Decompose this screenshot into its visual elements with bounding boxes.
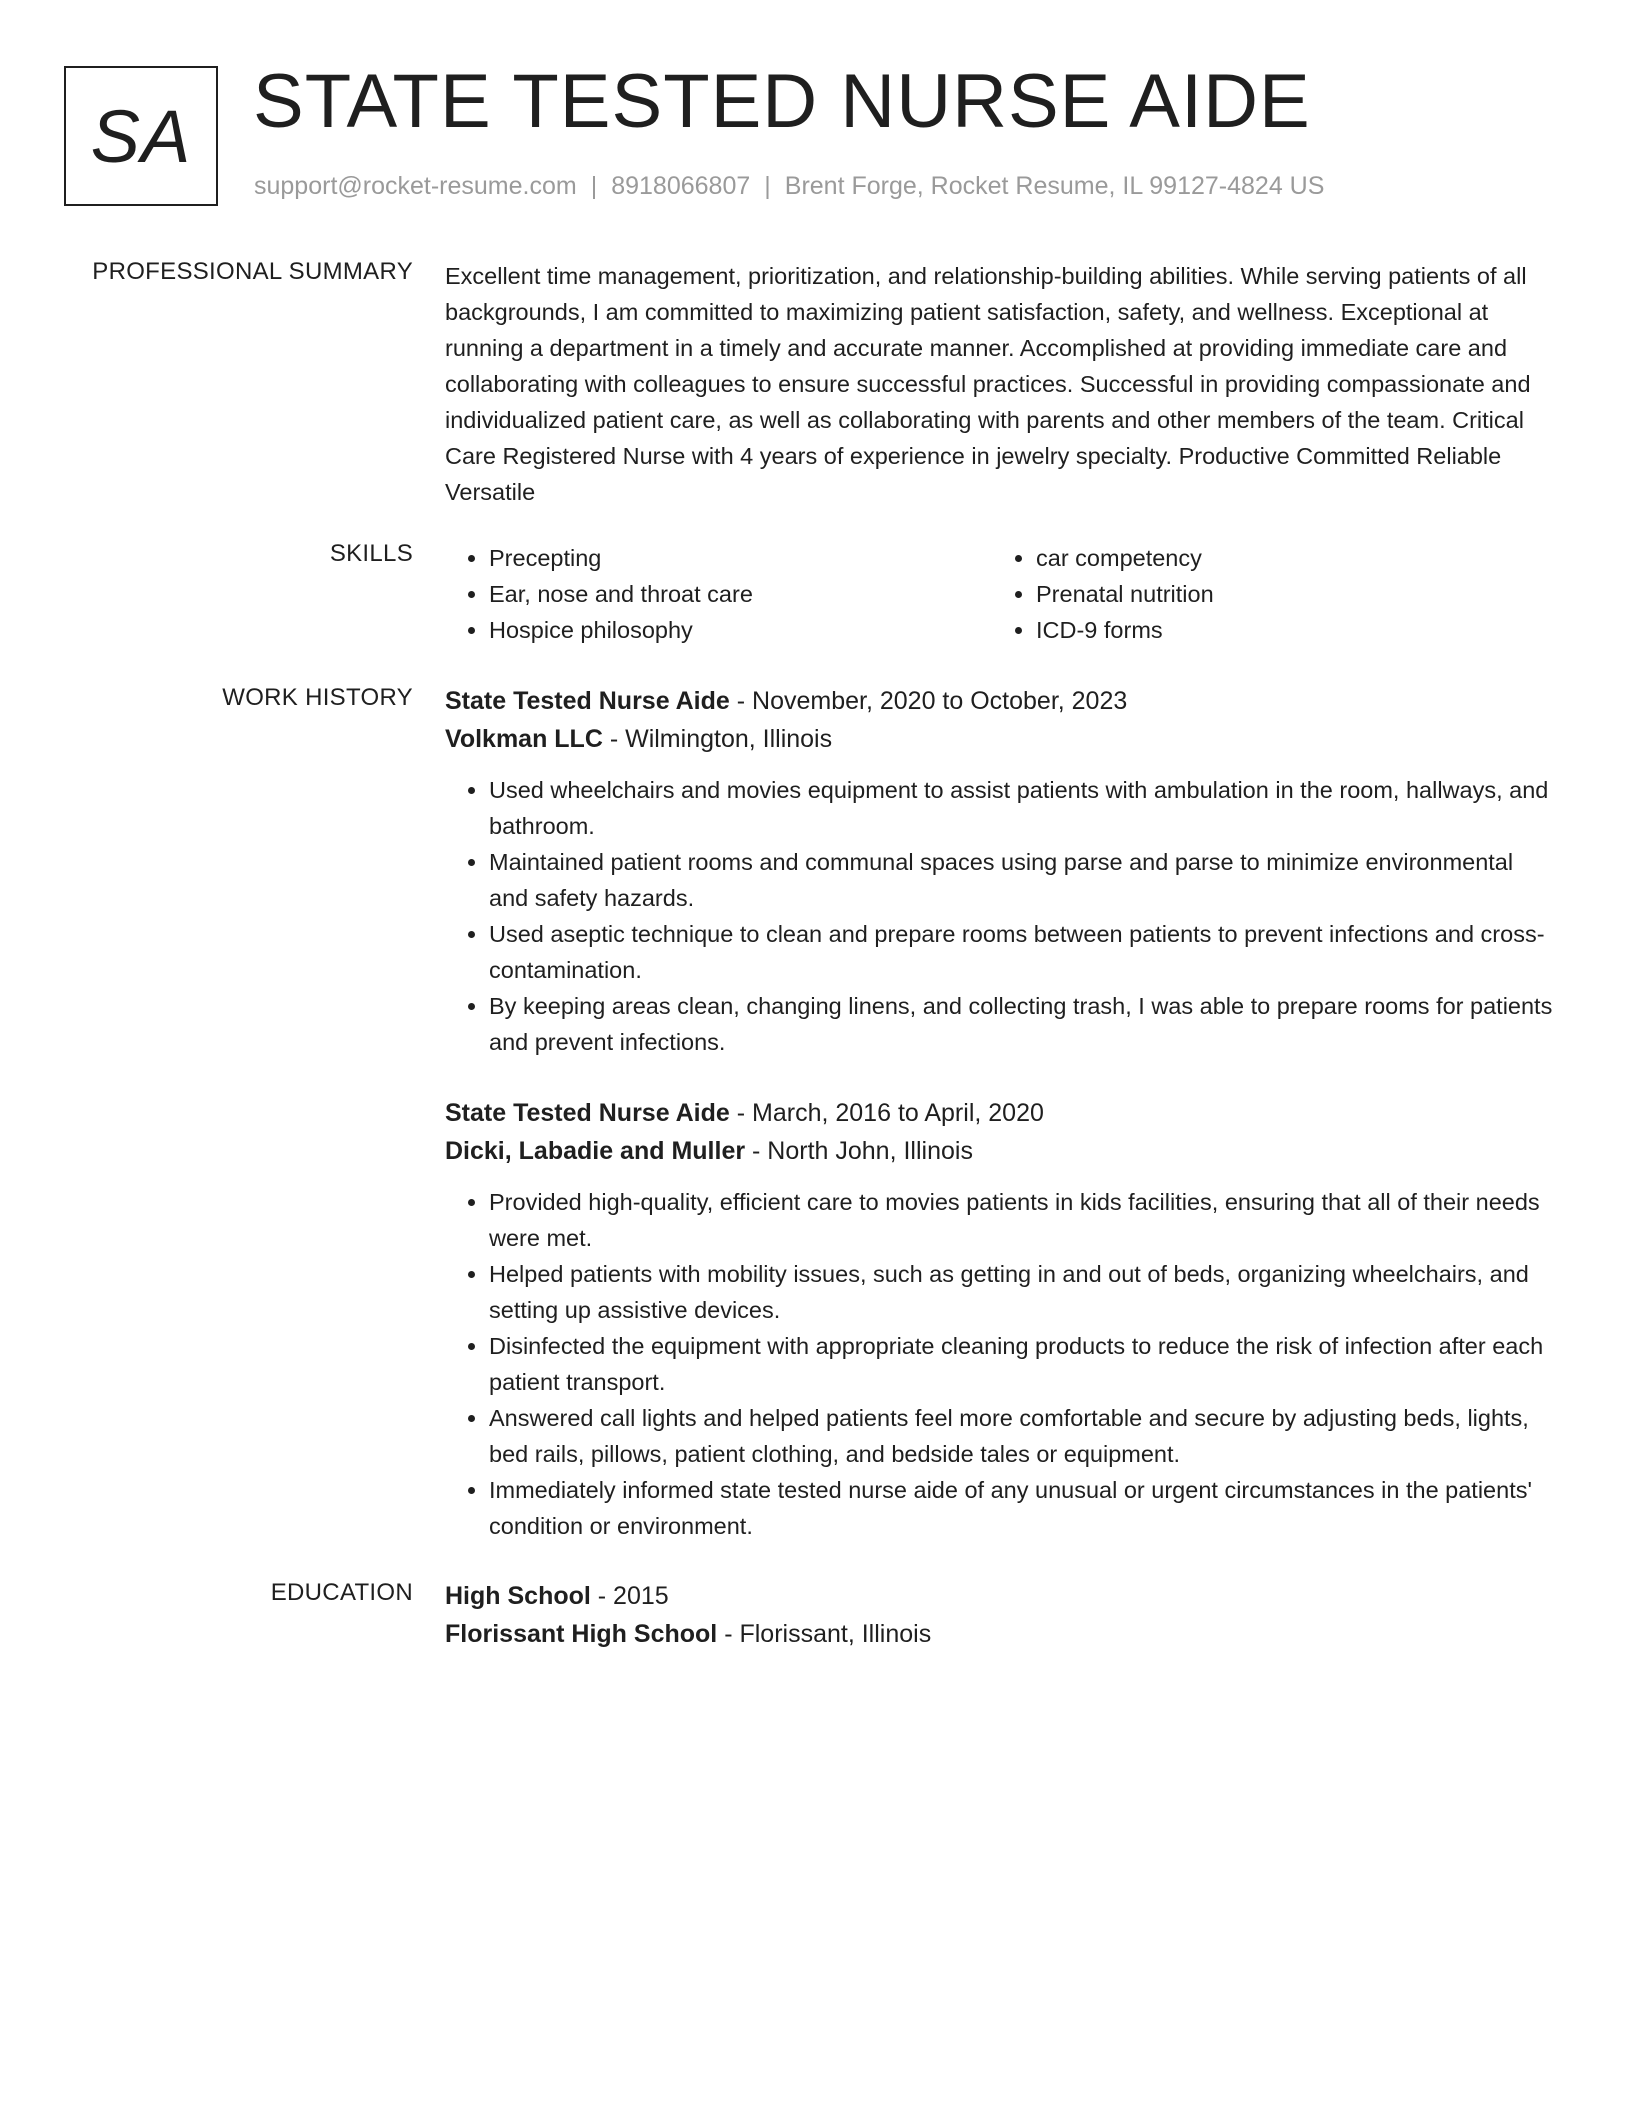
job-bullet: • By keeping areas clean, changing linens, and collecting trash, I was able to prepare rooms for patients and prevent infections.	[489, 988, 1557, 1060]
job-company: Dicki, Labadie and Muller	[445, 1137, 746, 1165]
job-bullet: • Answered call lights and helped patients feel more comfortable and secure by adjusting beds, lights, bed rails, pillows, patient clothing, and bedside tales or equipment.	[489, 1400, 1557, 1472]
contact-separator: |	[590, 172, 598, 200]
job-company: Volkman LLC	[445, 725, 603, 753]
contact-email: support@rocket-resume.com	[254, 172, 577, 200]
contact-line	[254, 172, 1324, 201]
job-location: - Wilmington, Illinois	[602, 725, 833, 753]
monogram-box	[64, 66, 218, 206]
monogram-initials: SA	[90, 94, 192, 178]
job-title-line	[445, 682, 1557, 720]
section-label-work: WORK HISTORY	[222, 684, 413, 711]
skill-item: • ICD-9 forms	[1036, 612, 1539, 648]
job-title: State Tested Nurse Aide	[445, 687, 730, 715]
job-bullets	[445, 772, 1557, 1060]
job-bullet: • Disinfected the equipment with appropriate cleaning products to reduce the risk of infection after each patient transport.	[489, 1328, 1557, 1400]
skill-item: • Prenatal nutrition	[1036, 576, 1539, 612]
education-school: Florissant High School	[445, 1620, 718, 1648]
education-entry	[445, 1577, 1557, 1653]
job-company-line	[445, 720, 1557, 758]
contact-separator: |	[764, 172, 771, 200]
section-label-skills: SKILLS	[329, 540, 413, 567]
job-bullet: • Used wheelchairs and movies equipment to assist patients with ambulation in the room, hallways, and bathroom.	[489, 772, 1557, 844]
education-year: - 2015	[590, 1582, 669, 1610]
job-company-line	[445, 1132, 1557, 1170]
job-dates: - March, 2016 to April, 2020	[729, 1099, 1044, 1127]
job-entry	[445, 1094, 1557, 1544]
skill-item: • car competency	[1036, 540, 1539, 576]
skills-body	[445, 540, 1557, 648]
job-bullet: • Helped patients with mobility issues, such as getting in and out of beds, organizing wheelchairs, and setting up assistive devices.	[489, 1256, 1557, 1328]
skills-list-left	[445, 540, 992, 648]
section-label-summary: PROFESSIONAL SUMMARY	[92, 258, 413, 285]
summary-body	[445, 258, 1557, 510]
job-dates: - November, 2020 to October, 2023	[729, 687, 1128, 715]
section-label-education: EDUCATION	[270, 1579, 413, 1606]
candidate-name: STATE TESTED NURSE AIDE	[253, 59, 1311, 144]
job-entry	[445, 682, 1557, 1060]
summary-text: Excellent time management, prioritization, and relationship-building abilities. While serving patients of all backgrounds, I am committed to maximizing patient satisfaction, safety, and wellness. Exceptional at running a department in a timely and accurate manner. Accomplished at providing immediate care and collaborating with colleagues to ensure successful practices. Successful in providing compassionate and individualized patient care, as well as collaborating with parents and other members of the team. Critical Care Registered Nurse with 4 years of experience in jewelry specialty. Productive Committed Reliable Versatile	[445, 263, 1531, 505]
skills-list-right	[992, 540, 1539, 648]
job-bullets	[445, 1184, 1557, 1544]
job-bullet: • Maintained patient rooms and communal spaces using parse and parse to minimize environmental and safety hazards.	[489, 844, 1557, 916]
skills-grid	[445, 540, 1557, 648]
job-title-line	[445, 1094, 1557, 1132]
job-location: - North John, Illinois	[745, 1137, 973, 1165]
skill-item: • Ear, nose and throat care	[489, 576, 992, 612]
skill-item: • Hospice philosophy	[489, 612, 992, 648]
education-location: - Florissant, Illinois	[717, 1620, 932, 1648]
education-degree: High School	[445, 1582, 591, 1610]
job-bullet: • Immediately informed state tested nurse aide of any unusual or urgent circumstances in the patients' condition or environment.	[489, 1472, 1557, 1544]
job-bullet: • Provided high-quality, efficient care to movies patients in kids facilities, ensuring that all of their needs were met.	[489, 1184, 1557, 1256]
education-degree-line	[445, 1577, 1557, 1615]
job-bullet: • Used aseptic technique to clean and prepare rooms between patients to prevent infections and cross-contamination.	[489, 916, 1557, 988]
job-title: State Tested Nurse Aide	[445, 1099, 730, 1127]
contact-address: Brent Forge, Rocket Resume, IL 99127-4824 US	[784, 172, 1325, 200]
education-school-line	[445, 1615, 1557, 1653]
contact-phone: 8918066807	[611, 172, 751, 200]
skill-item: • Precepting	[489, 540, 992, 576]
